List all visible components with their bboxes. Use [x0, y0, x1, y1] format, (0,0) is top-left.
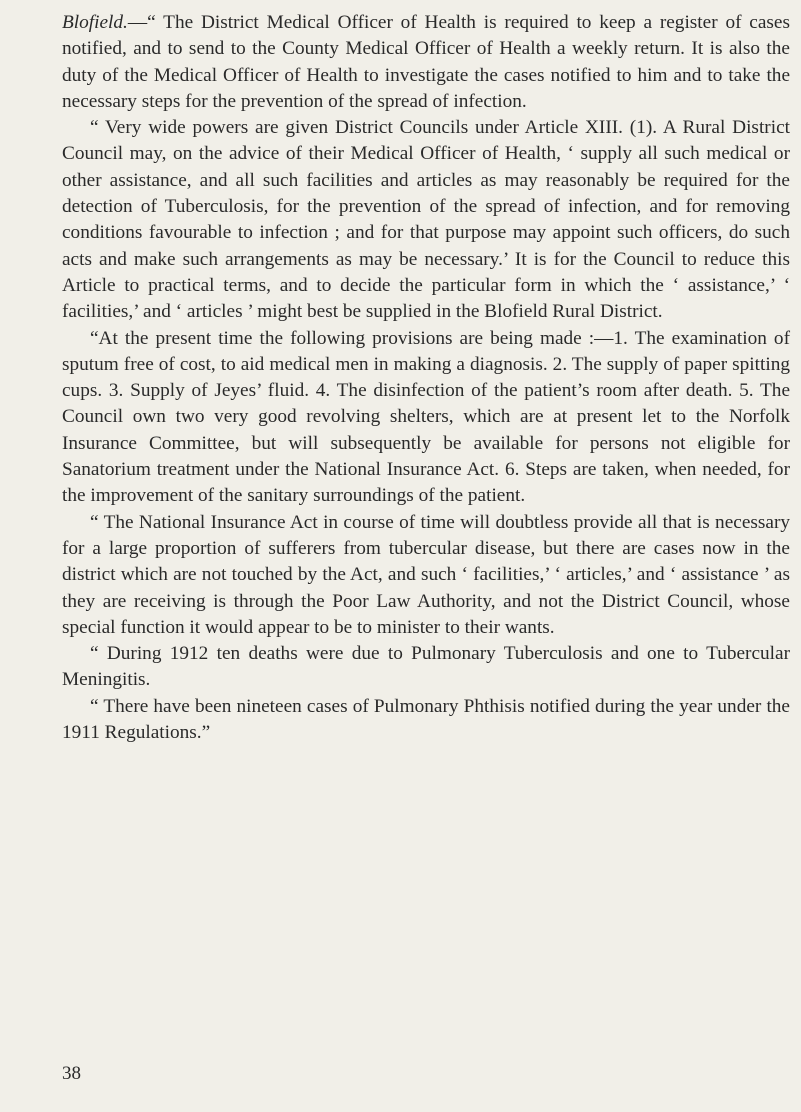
- paragraph-phthisis-notified: “ There have been nineteen cases of Pulmonary Phthisis notified during the year under the 1911 Regulations.”: [62, 695, 790, 744]
- page-number: 38: [62, 1063, 81, 1084]
- paragraph-deaths-1912: “ During 1912 ten deaths were due to Pulmonary Tuberculosis and one to Tubercular Meningitis.: [62, 643, 790, 691]
- paragraph-text: —“ The District Medical Officer of Health is required to keep a register of cases notified, and to send to the County Medical Officer of Health a weekly return. It is also the duty of the Medical Officer of Health to investigate the cases notified to him and to take the necessary steps for the prevention of the spread of infection.: [62, 12, 790, 112]
- paragraph-blofield-intro: [62, 10, 790, 115]
- district-name: Blofield.: [62, 12, 128, 33]
- paragraph-provisions: “At the present time the following provisions are being made :—1. The examination of sputum free of cost, to aid medical men in making a diagnosis. 2. The supply of paper spitting cups. 3. Supply of Jeyes’ fluid. 4. The disinfection of the patient’s room after death. 5. The Council own two very good revolving shelters, which are at present let to the Norfolk Insurance Committee, but will subsequently be available for persons not eligible for Sanatorium treatment under the National Insurance Act. 6. Steps are taken, when needed, for the improvement of the sanitary surroundings of the patient.: [62, 327, 790, 507]
- paragraph-article-xiii: “ Very wide powers are given District Councils under Article XIII. (1). A Rural District Council may, on the advice of their Medical Officer of Health, ‘ supply all such medical or other assistance, and all such facilities and articles as may reasonably be required for the detection of Tuberculosis, for the prevention of the spread of infection, and for removing conditions favourable to infection ; and for that purpose may appoint such officers, do such acts and make such arrangements as may be necessary.’ It is for the Council to reduce this Article to practical terms, and to decide the particular form in which the ‘ assistance,’ ‘ facilities,’ and ‘ articles ’ might best be supplied in the Blofield Rural District.: [62, 117, 790, 323]
- body-text: [62, 10, 790, 746]
- paragraph-insurance-act: “ The National Insurance Act in course of time will doubtless provide all that is necessary for a large proportion of sufferers from tubercular disease, but there are cases now in the district which are not touched by the Act, and such ‘ facilities,’ ‘ articles,’ and ‘ assistance ’ as they are receiving is through the Poor Law Authority, and not the District Council, whose special function it would appear to be to minister to their wants.: [62, 511, 790, 638]
